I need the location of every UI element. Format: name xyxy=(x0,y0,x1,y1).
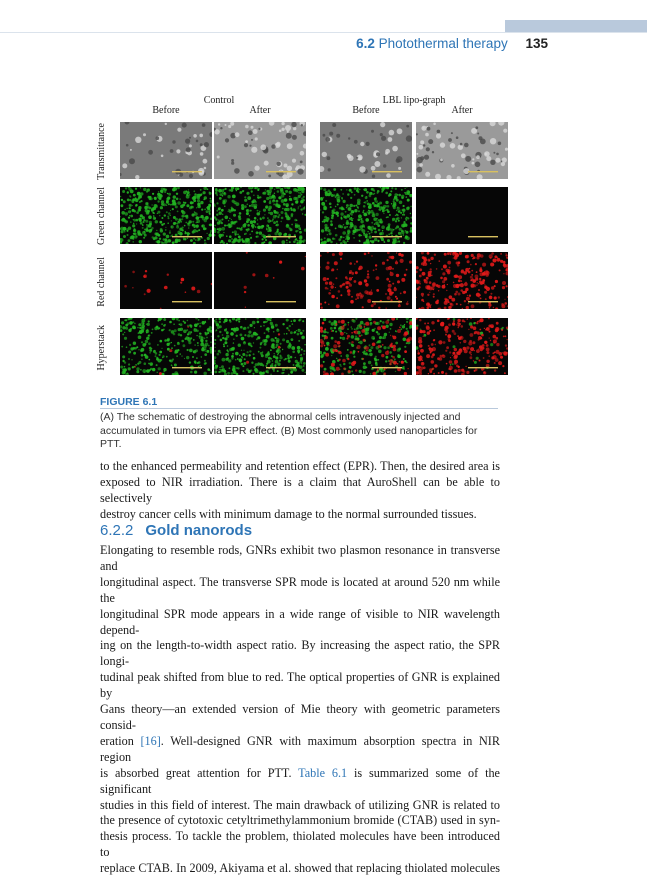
column-label-lbl-after: After xyxy=(451,105,473,116)
text-line: replace CTAB. In 2009, Akiyama et al. showed that replacing thiolated molecules xyxy=(100,861,500,876)
row-label-red-channel-text: Red channel xyxy=(95,257,107,307)
column-label-control-after: After xyxy=(249,105,271,116)
micrograph-green-control-after xyxy=(214,187,306,244)
running-head-section-title: Photothermal therapy xyxy=(378,36,508,51)
text-fragment: is absorbed great attention for PTT. xyxy=(100,765,299,780)
row-label-hyperstack-text: Hyperstack xyxy=(95,325,107,371)
micrograph-red-lbl-after xyxy=(416,252,508,309)
row-label-green-channel-text: Green channel xyxy=(95,187,107,246)
text-line: ing on the length-to-width aspect ratio. By increasing the aspect ratio, the SPR longi- xyxy=(100,638,500,669)
figure-label: FIGURE 6.1 xyxy=(100,396,158,408)
running-head-section-number: 6.2 xyxy=(356,36,375,51)
text-fragment: . Well-designed GNR with maximum absorption spectra in NIR region xyxy=(100,733,500,764)
micrograph-transmittance-lbl-before xyxy=(320,122,412,179)
text-line: to the enhanced permeability and retention effect (EPR). Then, the desired area is xyxy=(100,459,500,473)
figure-6-1 xyxy=(92,92,512,392)
row-label-red-channel xyxy=(93,249,109,315)
text-line: tudinal peak shifted from blue to red. The optical properties of GNR is explained by xyxy=(100,670,500,701)
row-label-green-channel xyxy=(93,184,109,249)
text-fragment: is summarized some of the significant xyxy=(100,765,500,796)
row-label-hyperstack xyxy=(93,315,109,381)
page-number: 135 xyxy=(525,36,548,51)
micrograph-hyperstack-control-before xyxy=(120,318,212,375)
reference-link-16[interactable]: [16] xyxy=(140,733,161,748)
micrograph-red-control-after xyxy=(214,252,306,309)
text-line: exposed to NIR irradiation. There is a claim that AuroShell can be able to selectively xyxy=(100,474,500,505)
text-line: Gans theory—an extended version of Mie theory with geometric parameters consid- xyxy=(100,702,500,732)
text-line: longitudinal SPR mode appears in a wide range of visible to NIR wavelength depend- xyxy=(100,606,500,637)
section-heading-number: 6.2.2 xyxy=(100,522,134,539)
table-6-1-link[interactable]: Table 6.1 xyxy=(298,765,348,780)
column-label-lbl-before: Before xyxy=(352,105,380,116)
micrograph-green-lbl-before xyxy=(320,187,412,244)
paragraph-gold-nanorods xyxy=(100,543,500,877)
text-line: destroy cancer cells with minimum damage to the normal surrounded tissues. xyxy=(100,506,477,521)
column-label-control-before: Before xyxy=(152,105,180,116)
figure-caption-rule xyxy=(100,408,498,409)
text-line: longitudinal aspect. The transverse SPR mode is located at around 520 nm while the xyxy=(100,574,500,605)
row-label-transmittance-text: Transmittance xyxy=(95,123,107,180)
figure-caption: (A) The schematic of destroying the abnormal cells intravenously injected and accumulated in tumors via EPR effect. (B) Most commonly used nanoparticles for PTT. xyxy=(100,411,478,450)
micrograph-green-lbl-after xyxy=(416,187,508,244)
micrograph-red-control-before xyxy=(120,252,212,309)
text-fragment: eration xyxy=(100,733,141,748)
micrograph-hyperstack-control-after xyxy=(214,318,306,375)
header-accent-bar xyxy=(505,20,647,32)
running-head xyxy=(0,36,548,51)
micrograph-hyperstack-lbl-after xyxy=(416,318,508,375)
text-line: thesis process. To tackle the problem, thiolated molecules have been introduced to xyxy=(100,829,500,860)
section-heading-title: Gold nanorods xyxy=(145,522,253,539)
micrograph-green-control-before xyxy=(120,187,212,244)
micrograph-red-lbl-before xyxy=(320,252,412,309)
row-label-transmittance xyxy=(93,119,109,184)
text-line xyxy=(100,766,500,798)
micrograph-transmittance-lbl-after xyxy=(416,122,508,179)
text-line: the presence of cytotoxic cetyltrimethylammonium bromide (CTAB) used in syn- xyxy=(100,813,500,828)
section-heading xyxy=(100,522,252,539)
text-line xyxy=(100,734,500,766)
group-label-control: Control xyxy=(203,95,235,106)
micrograph-transmittance-control-before xyxy=(120,122,212,179)
micrograph-transmittance-control-after xyxy=(214,122,306,179)
header-rule xyxy=(0,32,647,33)
paragraph-epr xyxy=(100,459,500,523)
text-line: Elongating to resemble rods, GNRs exhibit two plasmon resonance in transverse and xyxy=(100,543,500,573)
micrograph-hyperstack-lbl-before xyxy=(320,318,412,375)
group-label-lbl-lipo-graph: LBL lipo-graph xyxy=(382,95,446,106)
text-line: studies in this field of interest. The main drawback of utilizing GNR is related to xyxy=(100,797,500,812)
